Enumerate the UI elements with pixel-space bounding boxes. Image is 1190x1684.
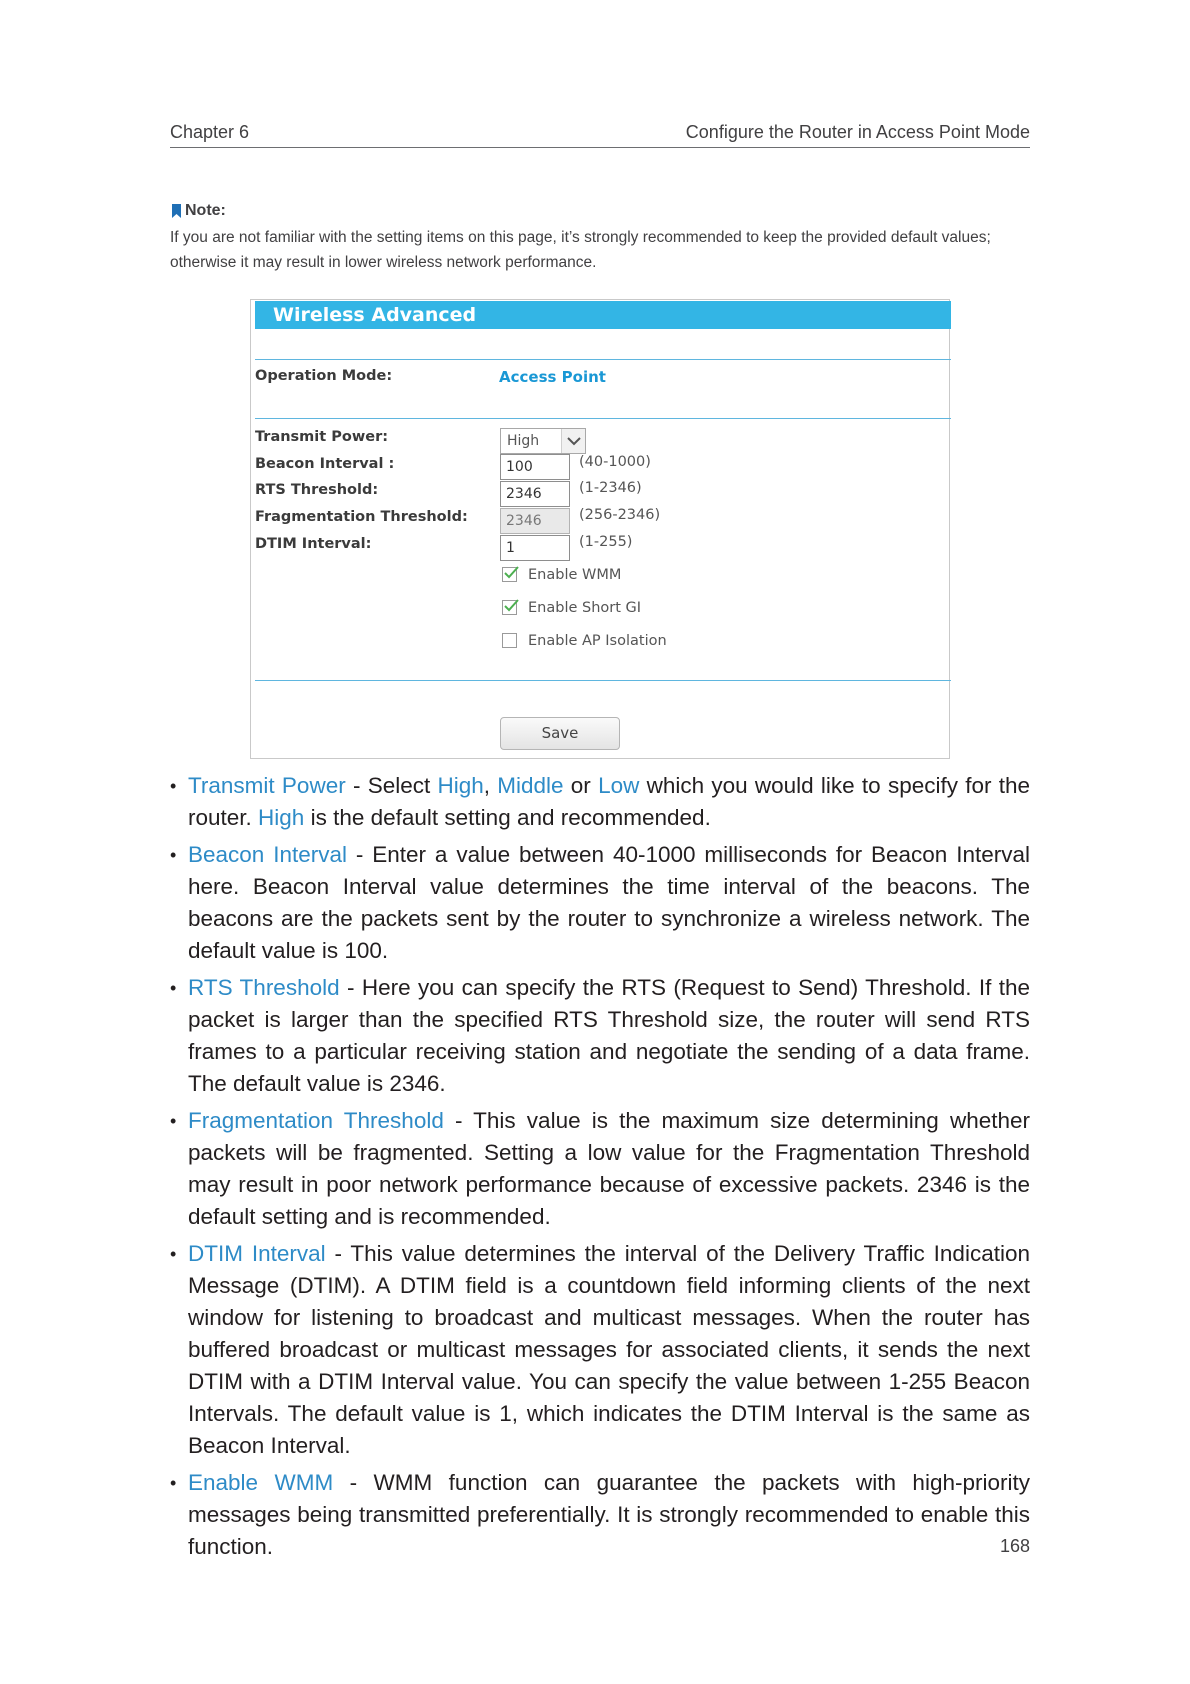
- enable-ap-isolation-checkbox[interactable]: [502, 633, 517, 648]
- separator: [255, 359, 951, 360]
- dtim-interval-range: (1-255): [579, 534, 633, 550]
- fragmentation-threshold-input: 2346: [500, 508, 570, 534]
- transmit-power-value: High: [507, 433, 540, 449]
- list-item: • RTS Threshold - Here you can specify the RTS (Request to Send) Threshold. If the packet is larger than the specified RTS Threshold size, the router will send RTS frames to a particular receiving station and negotiate the sending of a data frame. The default value is 2346.: [170, 972, 1030, 1100]
- enable-wmm-checkbox[interactable]: [502, 567, 517, 582]
- transmit-power-label: Transmit Power:: [255, 429, 389, 445]
- separator: [255, 418, 951, 419]
- chevron-down-icon[interactable]: [561, 429, 585, 453]
- rts-threshold-input[interactable]: 2346: [500, 481, 570, 507]
- beacon-interval-label: Beacon Interval :: [255, 456, 395, 472]
- operation-mode-label: Operation Mode:: [255, 368, 393, 384]
- list-item: • Enable WMM - WMM function can guarantee the packets with high-priority messages being transmitted preferentially. It is strongly recommended to enable this function.: [170, 1467, 1030, 1563]
- note-label: Note:: [185, 202, 226, 219]
- save-button[interactable]: Save: [500, 717, 620, 750]
- beacon-interval-input[interactable]: 100: [500, 454, 570, 480]
- list-item: • Beacon Interval - Enter a value between 40-1000 milliseconds for Beacon Interval here. Beacon Interval value determines the time interval of the beacons. The beacons are the packets sent by the router to synchronize a wireless network. The default value is 100.: [170, 839, 1030, 967]
- bookmark-icon: [172, 204, 181, 218]
- rts-threshold-range: (1-2346): [579, 480, 642, 496]
- fragmentation-threshold-label: Fragmentation Threshold:: [255, 509, 468, 525]
- panel-title: Wireless Advanced: [255, 301, 951, 329]
- enable-short-gi-checkbox[interactable]: [502, 600, 517, 615]
- rts-threshold-label: RTS Threshold:: [255, 482, 379, 498]
- note-text: If you are not familiar with the setting items on this page, it’s strongly recommended to keep the provided default values; otherwise it may result in lower wireless network performance.: [170, 229, 991, 271]
- enable-ap-isolation-label: Enable AP Isolation: [528, 633, 667, 649]
- chapter-label: Chapter 6: [170, 122, 250, 142]
- dtim-interval-input[interactable]: 1: [500, 535, 570, 561]
- page-number: 168: [999, 1536, 1030, 1556]
- list-item: • DTIM Interval - This value determines the interval of the Delivery Traffic Indication Message (DTIM). A DTIM field is a countdown field informing clients of the next window for listening to broadcast and multicast messages. When the router has buffered broadcast or multicast messages for associated clients, it sends the next DTIM with a DTIM Interval value. You can specify the value between 1-255 Beacon Intervals. The default value is 1, which indicates the DTIM Interval is the same as Beacon Interval.: [170, 1238, 1030, 1462]
- page-header: [170, 120, 1030, 148]
- check-icon: [502, 564, 520, 582]
- beacon-interval-range: (40-1000): [579, 454, 651, 470]
- list-item: • Fragmentation Threshold - This value is the maximum size determining whether packets will be fragmented. Setting a low value for the Fragmentation Threshold may result in poor network performance because of excessive packets. 2346 is the default setting and is recommended.: [170, 1105, 1030, 1233]
- wireless-advanced-panel: [250, 299, 950, 759]
- check-icon: [502, 597, 520, 615]
- transmit-power-select[interactable]: [500, 428, 586, 454]
- enable-wmm-label: Enable WMM: [528, 567, 622, 583]
- fragmentation-threshold-range: (256-2346): [579, 507, 661, 523]
- enable-short-gi-label: Enable Short GI: [528, 600, 642, 616]
- note-heading: [172, 202, 226, 220]
- operation-mode-value: Access Point: [499, 368, 606, 386]
- separator: [255, 680, 951, 681]
- dtim-interval-label: DTIM Interval:: [255, 536, 372, 552]
- list-item: • Transmit Power - Select High, Middle or Low which you would like to specify for the router. High is the default setting and recommended.: [170, 770, 1030, 834]
- chapter-title: Configure the Router in Access Point Mode: [685, 122, 1030, 142]
- description-list: [170, 770, 1030, 1568]
